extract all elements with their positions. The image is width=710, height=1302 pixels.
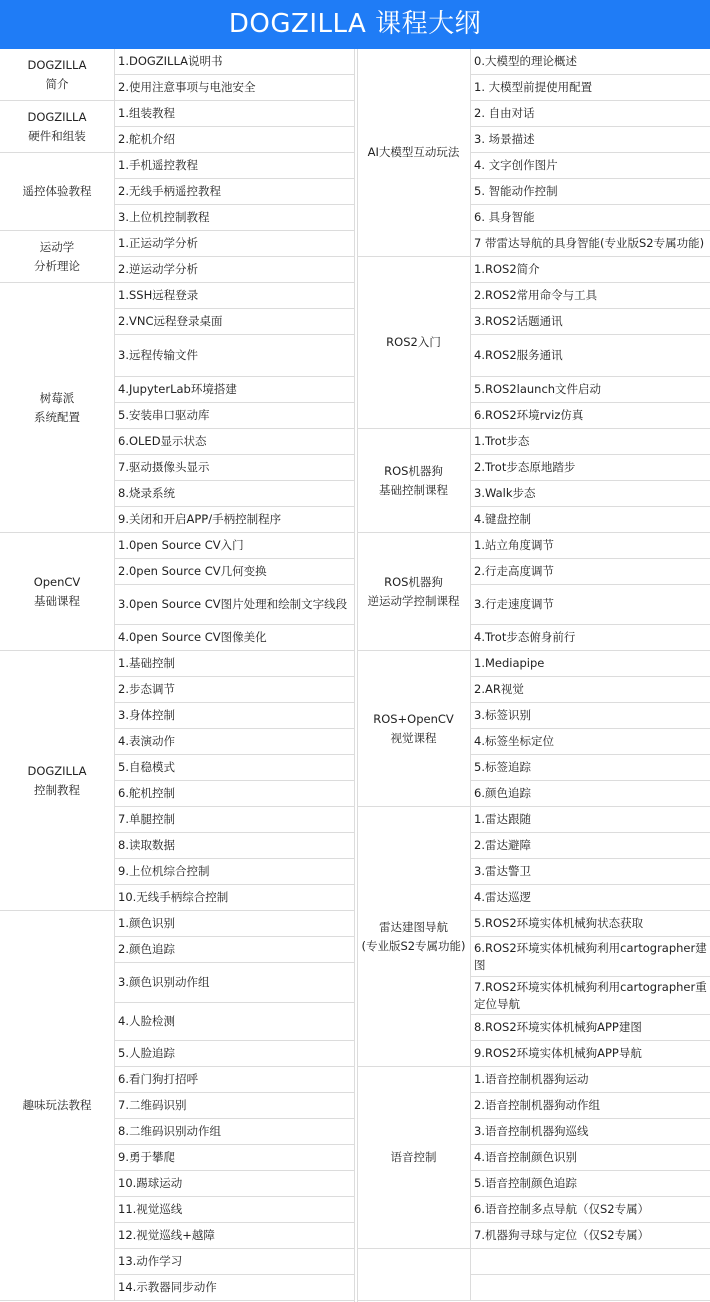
left-lesson-item: 8.二维码识别动作组 [114, 1119, 354, 1145]
right-lesson-item: 3.ROS2话题通讯 [470, 309, 710, 335]
right-lesson-item: 6.ROS2环境实体机械狗利用cartographer建图 [470, 937, 710, 977]
right-lesson-item: 6.颜色追踪 [470, 781, 710, 807]
right-lesson-item: 1. 大模型前提使用配置 [470, 75, 710, 101]
left-lesson-item: 2.使用注意事项与电池安全 [114, 75, 354, 101]
left-lesson-item: 4.JupyterLab环境搭建 [114, 377, 354, 403]
left-category: OpenCV 基础课程 [0, 533, 114, 651]
right-lesson-item [470, 1249, 710, 1275]
right-lesson-item: 3.语音控制机器狗巡线 [470, 1119, 710, 1145]
right-lesson-item: 3.标签识别 [470, 703, 710, 729]
right-lesson-item: 9.ROS2环境实体机械狗APP导航 [470, 1041, 710, 1067]
right-lesson-item [470, 1275, 710, 1301]
right-category: ROS机器狗 逆运动学控制课程 [357, 533, 470, 651]
left-lesson-item: 7.驱动摄像头显示 [114, 455, 354, 481]
right-category: ROS机器狗 基础控制课程 [357, 429, 470, 533]
right-lesson-item: 2. 自由对话 [470, 101, 710, 127]
left-lesson-item: 2.逆运动学分析 [114, 257, 354, 283]
right-lesson-item: 5. 智能动作控制 [470, 179, 710, 205]
left-category: DOGZILLA 硬件和组装 [0, 101, 114, 153]
right-lesson-item: 6.语音控制多点导航（仅S2专属） [470, 1197, 710, 1223]
right-lesson-item: 2.雷达避障 [470, 833, 710, 859]
left-lesson-item: 1.正运动学分析 [114, 231, 354, 257]
left-category: 运动学 分析理论 [0, 231, 114, 283]
left-category: DOGZILLA 简介 [0, 49, 114, 101]
left-lesson-item: 1.0pen Source CV入门 [114, 533, 354, 559]
left-lesson-item: 4.人脸检测 [114, 1003, 354, 1041]
left-lesson-item: 8.读取数据 [114, 833, 354, 859]
left-lesson-item: 2.VNC远程登录桌面 [114, 309, 354, 335]
left-lesson-item: 3.远程传输文件 [114, 335, 354, 377]
left-lesson-item: 5.自稳模式 [114, 755, 354, 781]
left-lesson-item: 8.烧录系统 [114, 481, 354, 507]
right-lesson-item: 4. 文字创作图片 [470, 153, 710, 179]
left-lesson-item: 3.上位机控制教程 [114, 205, 354, 231]
left-lesson-item: 1.基础控制 [114, 651, 354, 677]
left-lesson-item: 1.组装教程 [114, 101, 354, 127]
left-lesson-item: 14.示教器同步动作 [114, 1275, 354, 1301]
left-category: 遥控体验教程 [0, 153, 114, 231]
right-lesson-item: 1.Trot步态 [470, 429, 710, 455]
left-lesson-item: 10.踢球运动 [114, 1171, 354, 1197]
left-lesson-item: 7.二维码识别 [114, 1093, 354, 1119]
right-lesson-item: 5.语音控制颜色追踪 [470, 1171, 710, 1197]
right-lesson-item: 1.ROS2简介 [470, 257, 710, 283]
left-lesson-item: 9.勇于攀爬 [114, 1145, 354, 1171]
column-divider [357, 49, 358, 1302]
right-lesson-item: 2.行走高度调节 [470, 559, 710, 585]
right-lesson-item: 3.行走速度调节 [470, 585, 710, 625]
left-category: DOGZILLA 控制教程 [0, 651, 114, 911]
left-lesson-item: 3.0pen Source CV图片处理和绘制文字线段 [114, 585, 354, 625]
left-category: 趣味玩法教程 [0, 911, 114, 1301]
left-lesson-item: 9.关闭和开启APP/手柄控制程序 [114, 507, 354, 533]
left-lesson-item: 5.人脸追踪 [114, 1041, 354, 1067]
right-lesson-item: 4.标签坐标定位 [470, 729, 710, 755]
left-lesson-item: 1.SSH远程登录 [114, 283, 354, 309]
right-lesson-item: 6.ROS2环境rviz仿真 [470, 403, 710, 429]
right-category [357, 1249, 470, 1301]
right-lesson-item: 2.Trot步态原地踏步 [470, 455, 710, 481]
right-category: 语音控制 [357, 1067, 470, 1249]
right-lesson-item: 5.标签追踪 [470, 755, 710, 781]
right-category: ROS2入门 [357, 257, 470, 429]
right-category: AI大模型互动玩法 [357, 49, 470, 257]
right-lesson-item: 0.大模型的理论概述 [470, 49, 710, 75]
left-category: 树莓派 系统配置 [0, 283, 114, 533]
left-lesson-item: 3.身体控制 [114, 703, 354, 729]
left-lesson-item: 2.舵机介绍 [114, 127, 354, 153]
left-lesson-item: 2.无线手柄遥控教程 [114, 179, 354, 205]
right-lesson-item: 4.Trot步态俯身前行 [470, 625, 710, 651]
right-lesson-item: 4.语音控制颜色识别 [470, 1145, 710, 1171]
right-lesson-item: 2.ROS2常用命令与工具 [470, 283, 710, 309]
left-lesson-item: 12.视觉巡线+越障 [114, 1223, 354, 1249]
right-lesson-item: 5.ROS2launch文件启动 [470, 377, 710, 403]
left-lesson-item: 6.看门狗打招呼 [114, 1067, 354, 1093]
right-lesson-item: 7.ROS2环境实体机械狗利用cartographer重定位导航 [470, 977, 710, 1015]
left-lesson-item: 1.颜色识别 [114, 911, 354, 937]
right-lesson-item: 4.ROS2服务通讯 [470, 335, 710, 377]
right-lesson-item: 4.键盘控制 [470, 507, 710, 533]
left-lesson-item: 6.OLED显示状态 [114, 429, 354, 455]
right-lesson-item: 1.站立角度调节 [470, 533, 710, 559]
right-lesson-item: 2.语音控制机器狗动作组 [470, 1093, 710, 1119]
left-lesson-item: 6.舵机控制 [114, 781, 354, 807]
right-lesson-item: 1.语音控制机器狗运动 [470, 1067, 710, 1093]
left-lesson-item: 4.0pen Source CV图像美化 [114, 625, 354, 651]
right-lesson-item: 8.ROS2环境实体机械狗APP建图 [470, 1015, 710, 1041]
column-divider [354, 49, 355, 1302]
left-lesson-item: 1.DOGZILLA说明书 [114, 49, 354, 75]
right-lesson-item: 4.雷达巡逻 [470, 885, 710, 911]
right-lesson-item: 2.AR视觉 [470, 677, 710, 703]
right-lesson-item: 1.雷达跟随 [470, 807, 710, 833]
left-lesson-item: 3.颜色识别动作组 [114, 963, 354, 1003]
right-category: ROS+OpenCV 视觉课程 [357, 651, 470, 807]
left-lesson-item: 7.单腿控制 [114, 807, 354, 833]
left-lesson-item: 11.视觉巡线 [114, 1197, 354, 1223]
left-lesson-item: 2.0pen Source CV几何变换 [114, 559, 354, 585]
right-category: 雷达建图导航 (专业版S2专属功能) [357, 807, 470, 1067]
left-lesson-item: 2.步态调节 [114, 677, 354, 703]
right-lesson-item: 3.Walk步态 [470, 481, 710, 507]
right-lesson-item: 7.机器狗寻球与定位（仅S2专属） [470, 1223, 710, 1249]
left-lesson-item: 2.颜色追踪 [114, 937, 354, 963]
left-lesson-item: 13.动作学习 [114, 1249, 354, 1275]
right-lesson-item: 3.雷达警卫 [470, 859, 710, 885]
right-lesson-item: 5.ROS2环境实体机械狗状态获取 [470, 911, 710, 937]
left-lesson-item: 10.无线手柄综合控制 [114, 885, 354, 911]
right-lesson-item: 6. 具身智能 [470, 205, 710, 231]
left-lesson-item: 9.上位机综合控制 [114, 859, 354, 885]
left-lesson-item: 4.表演动作 [114, 729, 354, 755]
left-lesson-item: 1.手机遥控教程 [114, 153, 354, 179]
right-lesson-item: 3. 场景描述 [470, 127, 710, 153]
right-lesson-item: 7 带雷达导航的具身智能(专业版S2专属功能) [470, 231, 710, 257]
left-lesson-item: 5.安装串口驱动库 [114, 403, 354, 429]
page-title: DOGZILLA 课程大纲 [0, 0, 710, 49]
right-lesson-item: 1.Mediapipe [470, 651, 710, 677]
